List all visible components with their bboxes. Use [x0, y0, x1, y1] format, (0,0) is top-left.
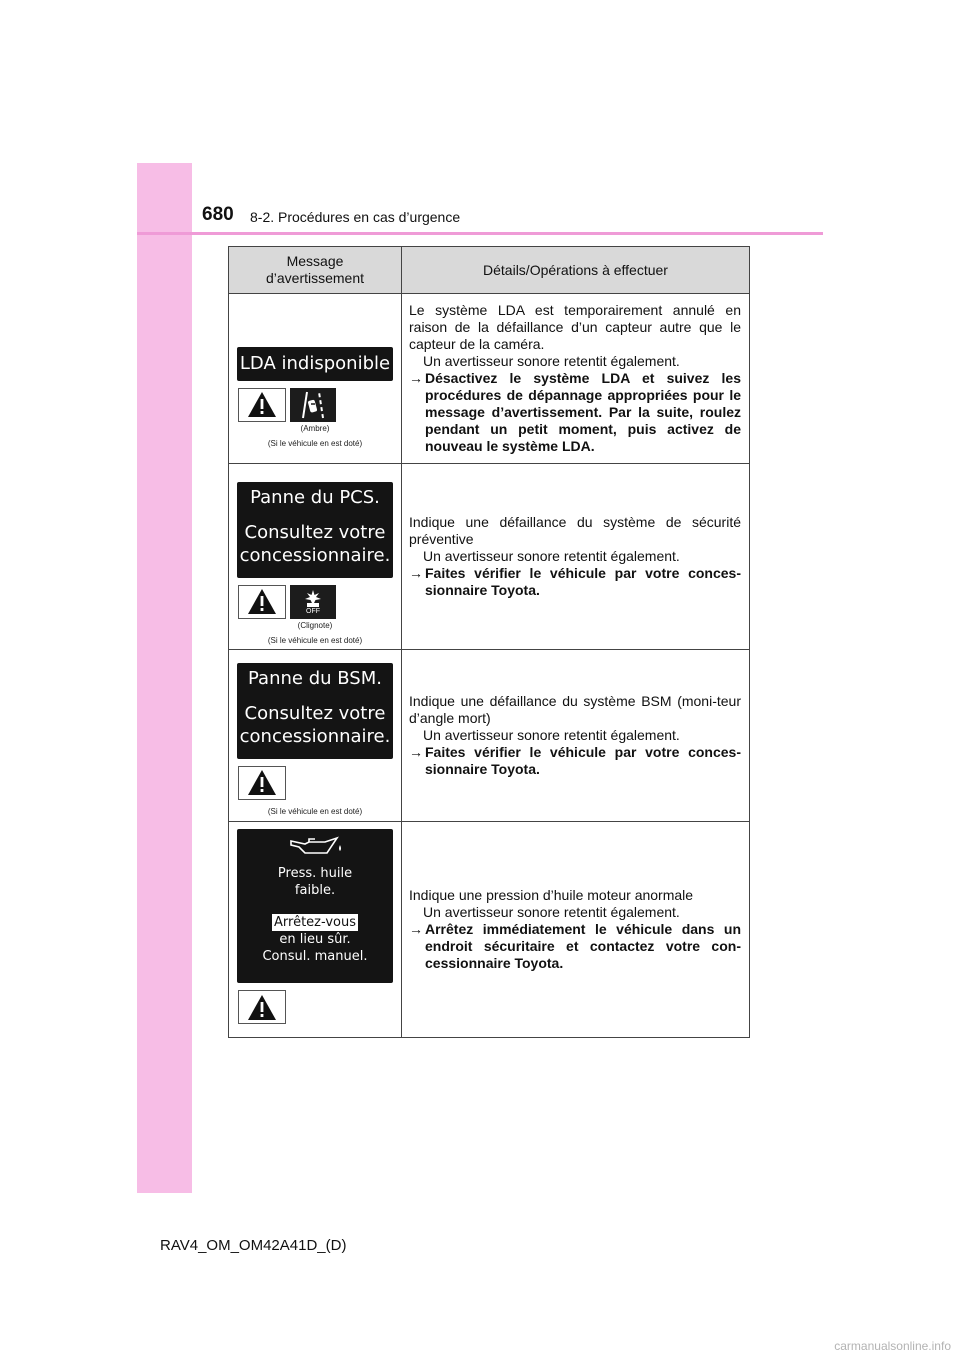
action-instruction [409, 565, 741, 599]
lda-indicator-icon [290, 388, 336, 422]
buzzer-note: Un avertisseur sonore retentit également. [423, 353, 680, 369]
availability-note: (Si le véhicule en est doté) [267, 438, 363, 448]
details-description: Indique une défaillance du système de sécurité préventive [409, 514, 741, 547]
action-text: Faites vérifier le véhicule par votre conces-sionnaire Toyota. [425, 744, 741, 777]
indicator-icons [238, 990, 392, 1024]
section-title: 8-2. Procédures en cas d’urgence [250, 209, 461, 225]
warning-message-table [228, 246, 750, 1038]
details-cell [402, 464, 750, 650]
table-row [229, 822, 750, 1038]
master-warning-icon [238, 585, 286, 619]
action-text: Arrêtez immédiatement le véhicule dans un endroit sécuritaire et contactez votre con-cessionnaire Toyota. [425, 921, 741, 971]
document-code: RAV4_OM_OM42A41D_(D) [160, 1237, 347, 1254]
action-text: Désactivez le système LDA et suivez les procédures de dépannage appropriées pour le message d’avertissement. Par la suite, roulez pendant un petit moment, puis activez de nouveau le système LDA. [425, 370, 741, 454]
indicator-icons [238, 388, 392, 422]
watermark: carmanualsonline.info [834, 1339, 951, 1353]
indicator-icons [238, 585, 392, 619]
pcs-off-indicator-icon [290, 585, 336, 619]
display-text: concessionnaire. [239, 725, 391, 747]
arrow-icon: → [409, 921, 423, 937]
page-number: 680 [202, 204, 234, 225]
display-text: LDA indisponible [239, 353, 391, 374]
buzzer-note: Un avertisseur sonore retentit également. [423, 904, 680, 920]
display-text: faible. [294, 883, 336, 898]
message-cell [229, 464, 402, 650]
buzzer-note: Un avertisseur sonore retentit également. [423, 548, 680, 564]
table-row [229, 464, 750, 650]
arrow-icon: → [409, 565, 423, 581]
column-header-message: Message d’avertissement [229, 247, 402, 294]
table-row [229, 650, 750, 822]
details-description: Indique une pression d’huile moteur anormale [409, 887, 694, 903]
display-text: Panne du BSM. [248, 667, 382, 689]
details-cell [402, 822, 750, 1038]
action-instruction [409, 744, 741, 778]
action-instruction [409, 370, 741, 455]
display-text-highlight: Arrêtez-vous [274, 915, 356, 930]
table-row [229, 294, 750, 464]
action-instruction [409, 921, 741, 972]
availability-note: (Si le véhicule en est doté) [267, 635, 363, 645]
pcs-off-label: OFF [306, 607, 320, 615]
message-cell [229, 822, 402, 1038]
details-description: Le système LDA est temporairement annulé en raison de la défaillance d’un capteur autre que le capteur de la caméra. [409, 302, 741, 352]
arrow-icon: → [409, 370, 423, 386]
pcs-display-panel [237, 482, 393, 578]
display-text: Consultez votre [244, 702, 386, 724]
column-header-details: Détails/Opérations à effectuer [402, 247, 750, 294]
display-text: Press. huile [277, 866, 353, 881]
arrow-icon: → [409, 744, 423, 760]
display-text: en lieu sûr. [279, 932, 351, 947]
master-warning-icon [238, 766, 286, 800]
details-description: Indique une défaillance du système BSM (moni-teur d’angle mort) [409, 693, 741, 726]
chapter-sidebar-tab [137, 163, 192, 1193]
master-warning-icon [238, 990, 286, 1024]
bsm-display-panel [237, 663, 393, 759]
display-text: concessionnaire. [239, 544, 391, 566]
master-warning-icon [238, 388, 286, 422]
icon-caption: (Clignote) [297, 620, 333, 630]
display-text: Consultez votre [244, 521, 386, 543]
availability-note: (Si le véhicule en est doté) [267, 806, 363, 816]
table-header-row [229, 247, 750, 294]
lda-display-panel [237, 347, 393, 381]
message-cell [229, 650, 402, 822]
oil-can-icon [285, 835, 345, 859]
message-cell [229, 294, 402, 464]
action-text: Faites vérifier le véhicule par votre conces-sionnaire Toyota. [425, 565, 741, 598]
details-cell [402, 650, 750, 822]
icon-caption: (Ambre) [300, 423, 330, 433]
details-cell [402, 294, 750, 464]
display-text: Panne du PCS. [250, 486, 380, 508]
display-text: Consul. manuel. [262, 949, 368, 964]
buzzer-note: Un avertisseur sonore retentit également. [423, 727, 680, 743]
oil-pressure-display-panel [237, 829, 393, 983]
header-rule [137, 232, 823, 235]
indicator-icons [238, 766, 392, 800]
